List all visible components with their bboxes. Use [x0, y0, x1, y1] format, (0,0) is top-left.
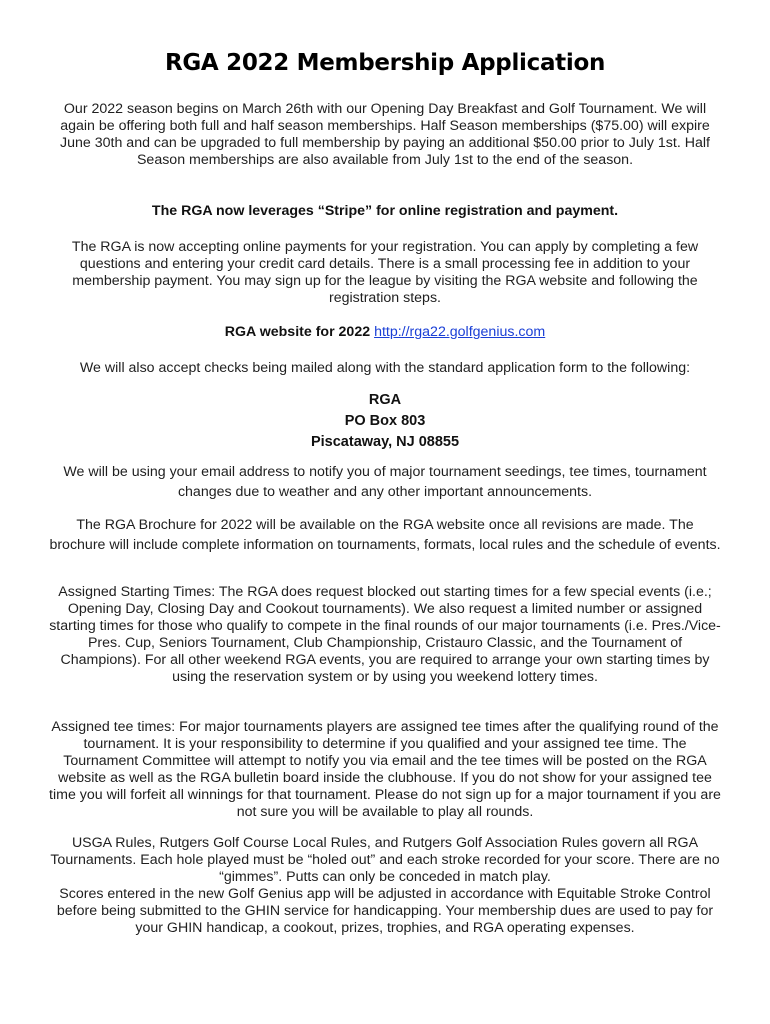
stripe-heading: The RGA now leverages “Stripe” for online registration and payment.: [151, 203, 619, 219]
address-city: Piscataway, NJ 08855: [310, 434, 460, 450]
intro-paragraph: Our 2022 season begins on March 26th with our Opening Day Breakfast and Golf Tournament. We will again be offering both full and half season memberships. Half Season memberships ($75.00) will expire June 30th and can be upgraded to full membership by paying an additional $50.00 prior to July 1st. Half Season memberships are also available from July 1st to the end of the season.: [60, 101, 710, 168]
document-title: RGA 2022 Membership Application: [164, 50, 606, 76]
mailing-address: [48, 390, 722, 453]
rules-section: [48, 835, 722, 937]
tee-times-paragraph: Assigned tee times: For major tournaments players are assigned tee times after the qualifying round of the tournament. It is your responsibility to determine if you qualified and your assigned tee time. The Tournament Committee will attempt to notify you via email and the tee times will be posted on the RGA website as well as the RGA bulletin board inside the clubhouse. If you do not show for your assigned tee time you will forfeit all winnings for that tournament. Please do not sign up for a major tournament if you are not sure you will be available to play all rounds.: [49, 719, 721, 820]
email-notice-paragraph: We will be using your email address to notify you of major tournament seedings, tee times, tournament changes due to weather and any other important announcements.: [63, 464, 707, 500]
rules-paragraph: USGA Rules, Rutgers Golf Course Local Rules, and Rutgers Golf Association Rules govern all RGA Tournaments. Each hole played must be “holed out” and each stroke recorded for your score. There are no “gimmes”. Putts can only be conceded in match play.: [50, 835, 720, 885]
scores-paragraph: Scores entered in the new Golf Genius app will be adjusted in accordance with Equitable Stroke Control before being submitted to the GHIN service for handicapping. Your membership dues are used to pay for your GHIN handicap, a cookout, prizes, trophies, and RGA operating expenses.: [56, 886, 714, 936]
starting-times-paragraph: Assigned Starting Times: The RGA does request blocked out starting times for a few special events (i.e.; Opening Day, Closing Day and Cookout tournaments). We also request a limited number or assigned starting times for those who qualify to compete in the final rounds of our major tournaments (i.e. Pres./Vice-Pres. Cup, Seniors Tournament, Club Championship, Cristauro Classic, and the Tournament of Champions). For all other weekend RGA events, you are required to arrange your own starting times by using the reservation system or by using you weekend lottery times.: [49, 584, 721, 685]
checks-paragraph: We will also accept checks being mailed along with the standard application form to the following:: [79, 360, 691, 376]
website-link[interactable]: http://rga22.golfgenius.com: [374, 324, 546, 340]
address-box: PO Box 803: [344, 413, 426, 429]
address-name: RGA: [368, 392, 402, 408]
website-line: [48, 324, 722, 341]
online-payment-paragraph: The RGA is now accepting online payments for your registration. You can apply by completing a few questions and entering your credit card details. There is a small processing fee in addition to your membership payment. You may sign up for the league by visiting the RGA website and following the registration steps.: [71, 239, 699, 306]
website-label: RGA website for 2022: [224, 324, 371, 340]
brochure-paragraph: The RGA Brochure for 2022 will be available on the RGA website once all revisions are made. The brochure will include complete information on tournaments, formats, local rules and the schedule of events.: [49, 517, 721, 553]
